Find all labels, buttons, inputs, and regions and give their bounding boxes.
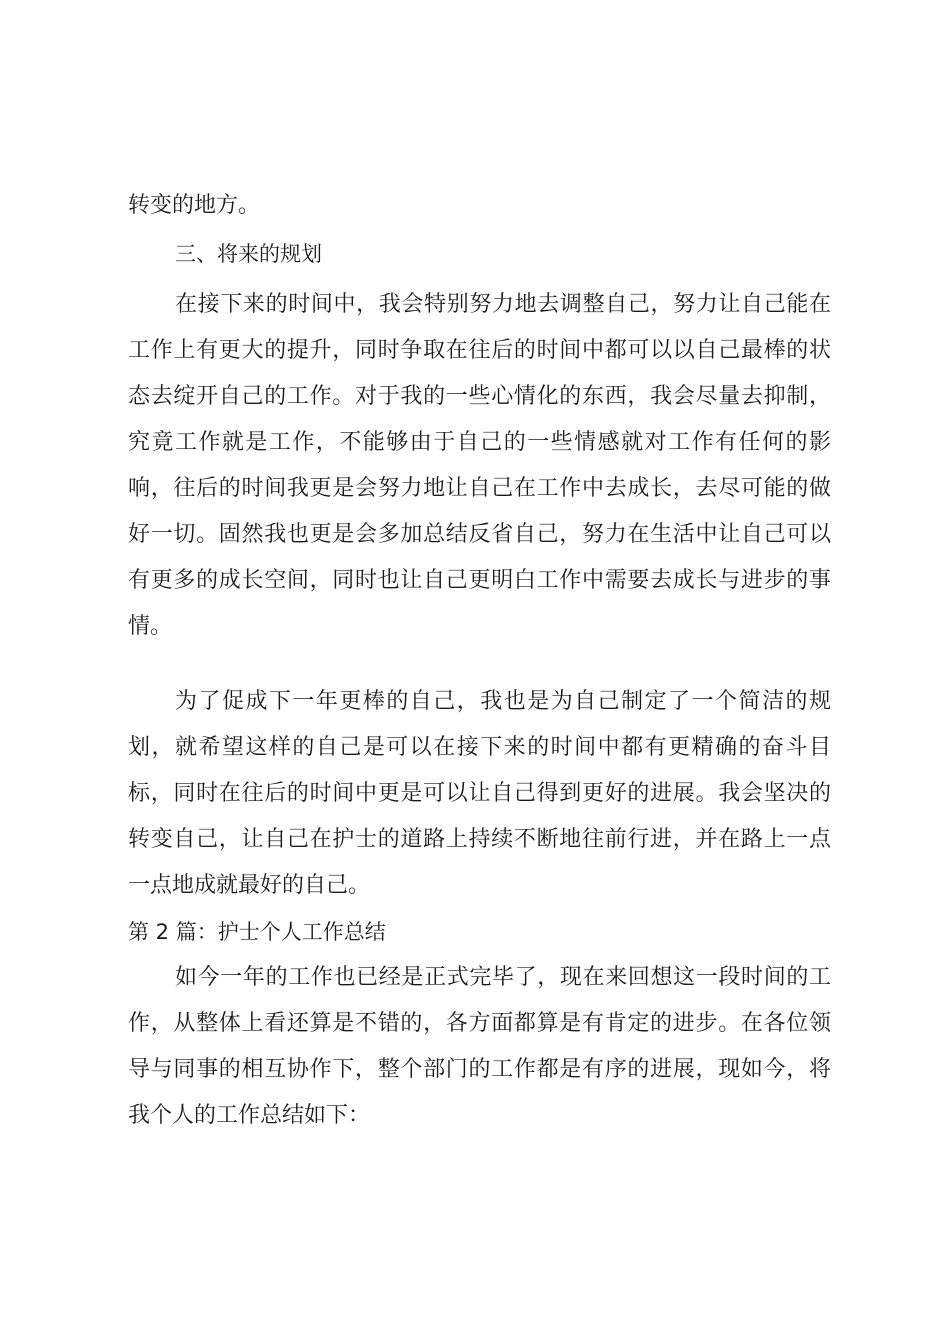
text-line: 转变自己，让自己在护士的道路上持续不断地往前行进，并在路上一点: [128, 827, 831, 852]
text-line: 有更多的成长空间，同时也让自己更明白工作中需要去成长与进步的事: [128, 568, 831, 593]
text-line: 态去绽开自己的工作。对于我的一些心情化的东西，我会尽量去抑制，: [128, 384, 831, 409]
text-line: 划，就希望这样的自己是可以在接下来的时间中都有更精确的奋斗目: [128, 735, 831, 760]
text-line: 响，往后的时间我更是会努力地让自己在工作中去成长，去尽可能的做: [128, 476, 831, 501]
section-heading: 三、将来的规划: [175, 242, 322, 266]
text-line: 一点地成就最好的自己。: [128, 873, 371, 898]
text-line: 工作上有更大的提升，同时争取在往后的时间中都可以以自己最棒的状: [128, 338, 831, 363]
text-line: 我个人的工作总结如下：: [128, 1103, 371, 1128]
text-line: 标，同时在往后的时间中更是可以让自己得到更好的进展。我会坚决的: [128, 781, 831, 806]
text-line: 好一切。固然我也更是会多加总结反省自己，努力在生活中让自己可以: [128, 522, 831, 547]
text-line: 究竟工作就是工作，不能够由于自己的一些情感就对工作有任何的影: [128, 430, 831, 455]
text-line: 如今一年的工作也已经是正式完毕了，现在来回想这一段时间的工: [175, 965, 831, 990]
text-line: 情。: [128, 614, 173, 639]
text-line: 导与同事的相互协作下，整个部门的工作都是有序的进展，现如今，将: [128, 1057, 831, 1082]
chapter-heading: 第 2 篇：护士个人工作总结: [128, 920, 386, 944]
text-line: 在接下来的时间中，我会特别努力地去调整自己，努力让自己能在: [175, 292, 831, 317]
text-line: 转变的地方。: [128, 193, 261, 218]
text-line: 作，从整体上看还算是不错的，各方面都算是有肯定的进步。在各位领: [128, 1011, 831, 1036]
text-line: 为了促成下一年更棒的自己，我也是为自己制定了一个简洁的规: [175, 689, 831, 714]
